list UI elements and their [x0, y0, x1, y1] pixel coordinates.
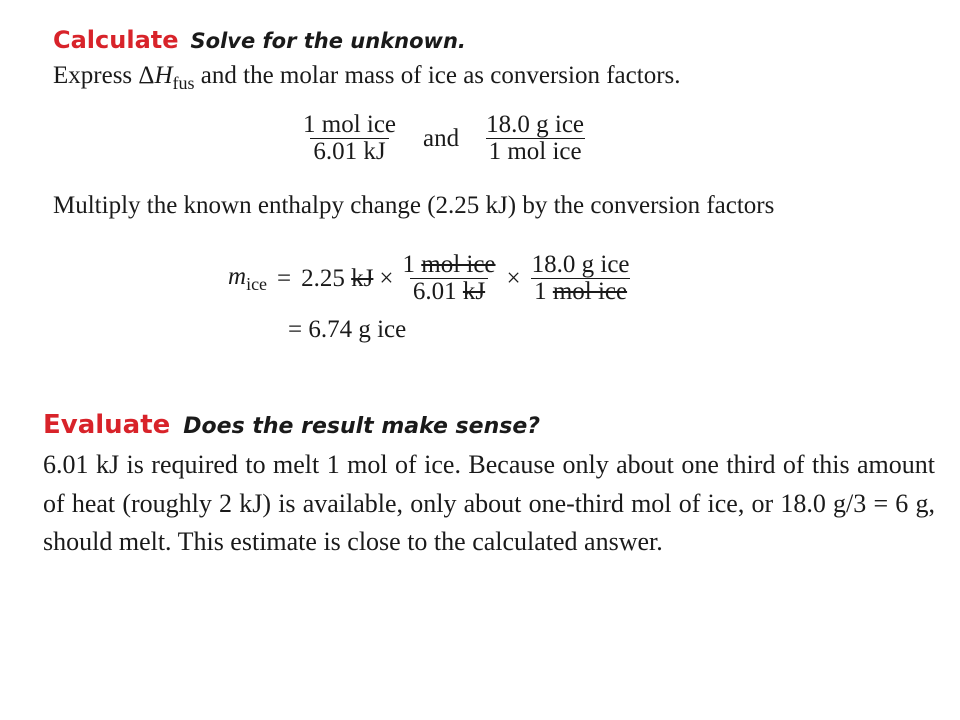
- equals-sign: =: [277, 264, 292, 292]
- equation-line-1: [228, 252, 633, 306]
- equation-factor2-numerator: 18.0 g ice: [531, 251, 630, 278]
- equation-factor2-denominator: [531, 278, 630, 305]
- known-value: 2.25: [301, 264, 345, 292]
- evaluate-label: Evaluate: [43, 410, 171, 440]
- calculate-heading: [53, 26, 466, 55]
- fusion-subscript: fus: [172, 73, 195, 93]
- times-sign-1: ×: [379, 264, 394, 292]
- factor1-denominator: 6.01 kJ: [310, 138, 388, 165]
- evaluate-heading: [43, 410, 540, 440]
- f1-num-value: 1: [402, 251, 415, 278]
- factor1-numerator: 1 mol ice: [303, 111, 397, 138]
- conversion-factor-1: [300, 112, 399, 166]
- enthalpy-symbol: H: [154, 62, 173, 89]
- equation-factor-1: [400, 252, 499, 306]
- mass-variable: m: [228, 262, 247, 290]
- f2-den-unit-cancelled: mol ice: [552, 278, 628, 306]
- f1-den-value: 6.01: [412, 278, 457, 306]
- evaluate-subtitle: Does the result make sense?: [183, 414, 541, 439]
- connector-and: and: [423, 124, 460, 152]
- mass-subscript: ice: [246, 273, 268, 294]
- calculate-subtitle: Solve for the unknown.: [190, 29, 466, 53]
- instruction-before: Express Δ: [53, 62, 155, 89]
- instruction-after: and the molar mass of ice as conversion factors.: [194, 62, 681, 89]
- equation-factor1-numerator: [400, 252, 499, 278]
- calculate-instruction: [53, 62, 681, 94]
- conversion-factor-2: [483, 112, 587, 166]
- conversion-factors: [300, 112, 587, 166]
- known-unit-cancelled: kJ: [351, 264, 374, 292]
- calculate-label: Calculate: [53, 26, 179, 54]
- equation-factor-2: [529, 252, 633, 306]
- equation-result: = 6.74 g ice: [288, 316, 407, 343]
- equation-lhs: [228, 263, 267, 295]
- equation-factor1-denominator: [410, 278, 488, 305]
- factor2-numerator: 18.0 g ice: [486, 111, 585, 138]
- times-sign-2: ×: [506, 264, 521, 292]
- f1-num-unit-cancelled: mol ice: [421, 251, 496, 278]
- f2-den-value: 1: [534, 278, 547, 306]
- evaluate-paragraph: 6.01 kJ is required to melt 1 mol of ice. Because only about one third of this amount of heat (roughly 2 kJ) is available, only about one-third mol of ice, or 18.0 g/3 = 6 g, should melt. This estimate is close to the calculated answer.: [43, 450, 935, 556]
- factor2-denominator: 1 mol ice: [486, 138, 585, 165]
- multiply-instruction: Multiply the known enthalpy change (2.25 kJ) by the conversion factors: [53, 192, 775, 219]
- f1-den-unit-cancelled: kJ: [462, 278, 486, 306]
